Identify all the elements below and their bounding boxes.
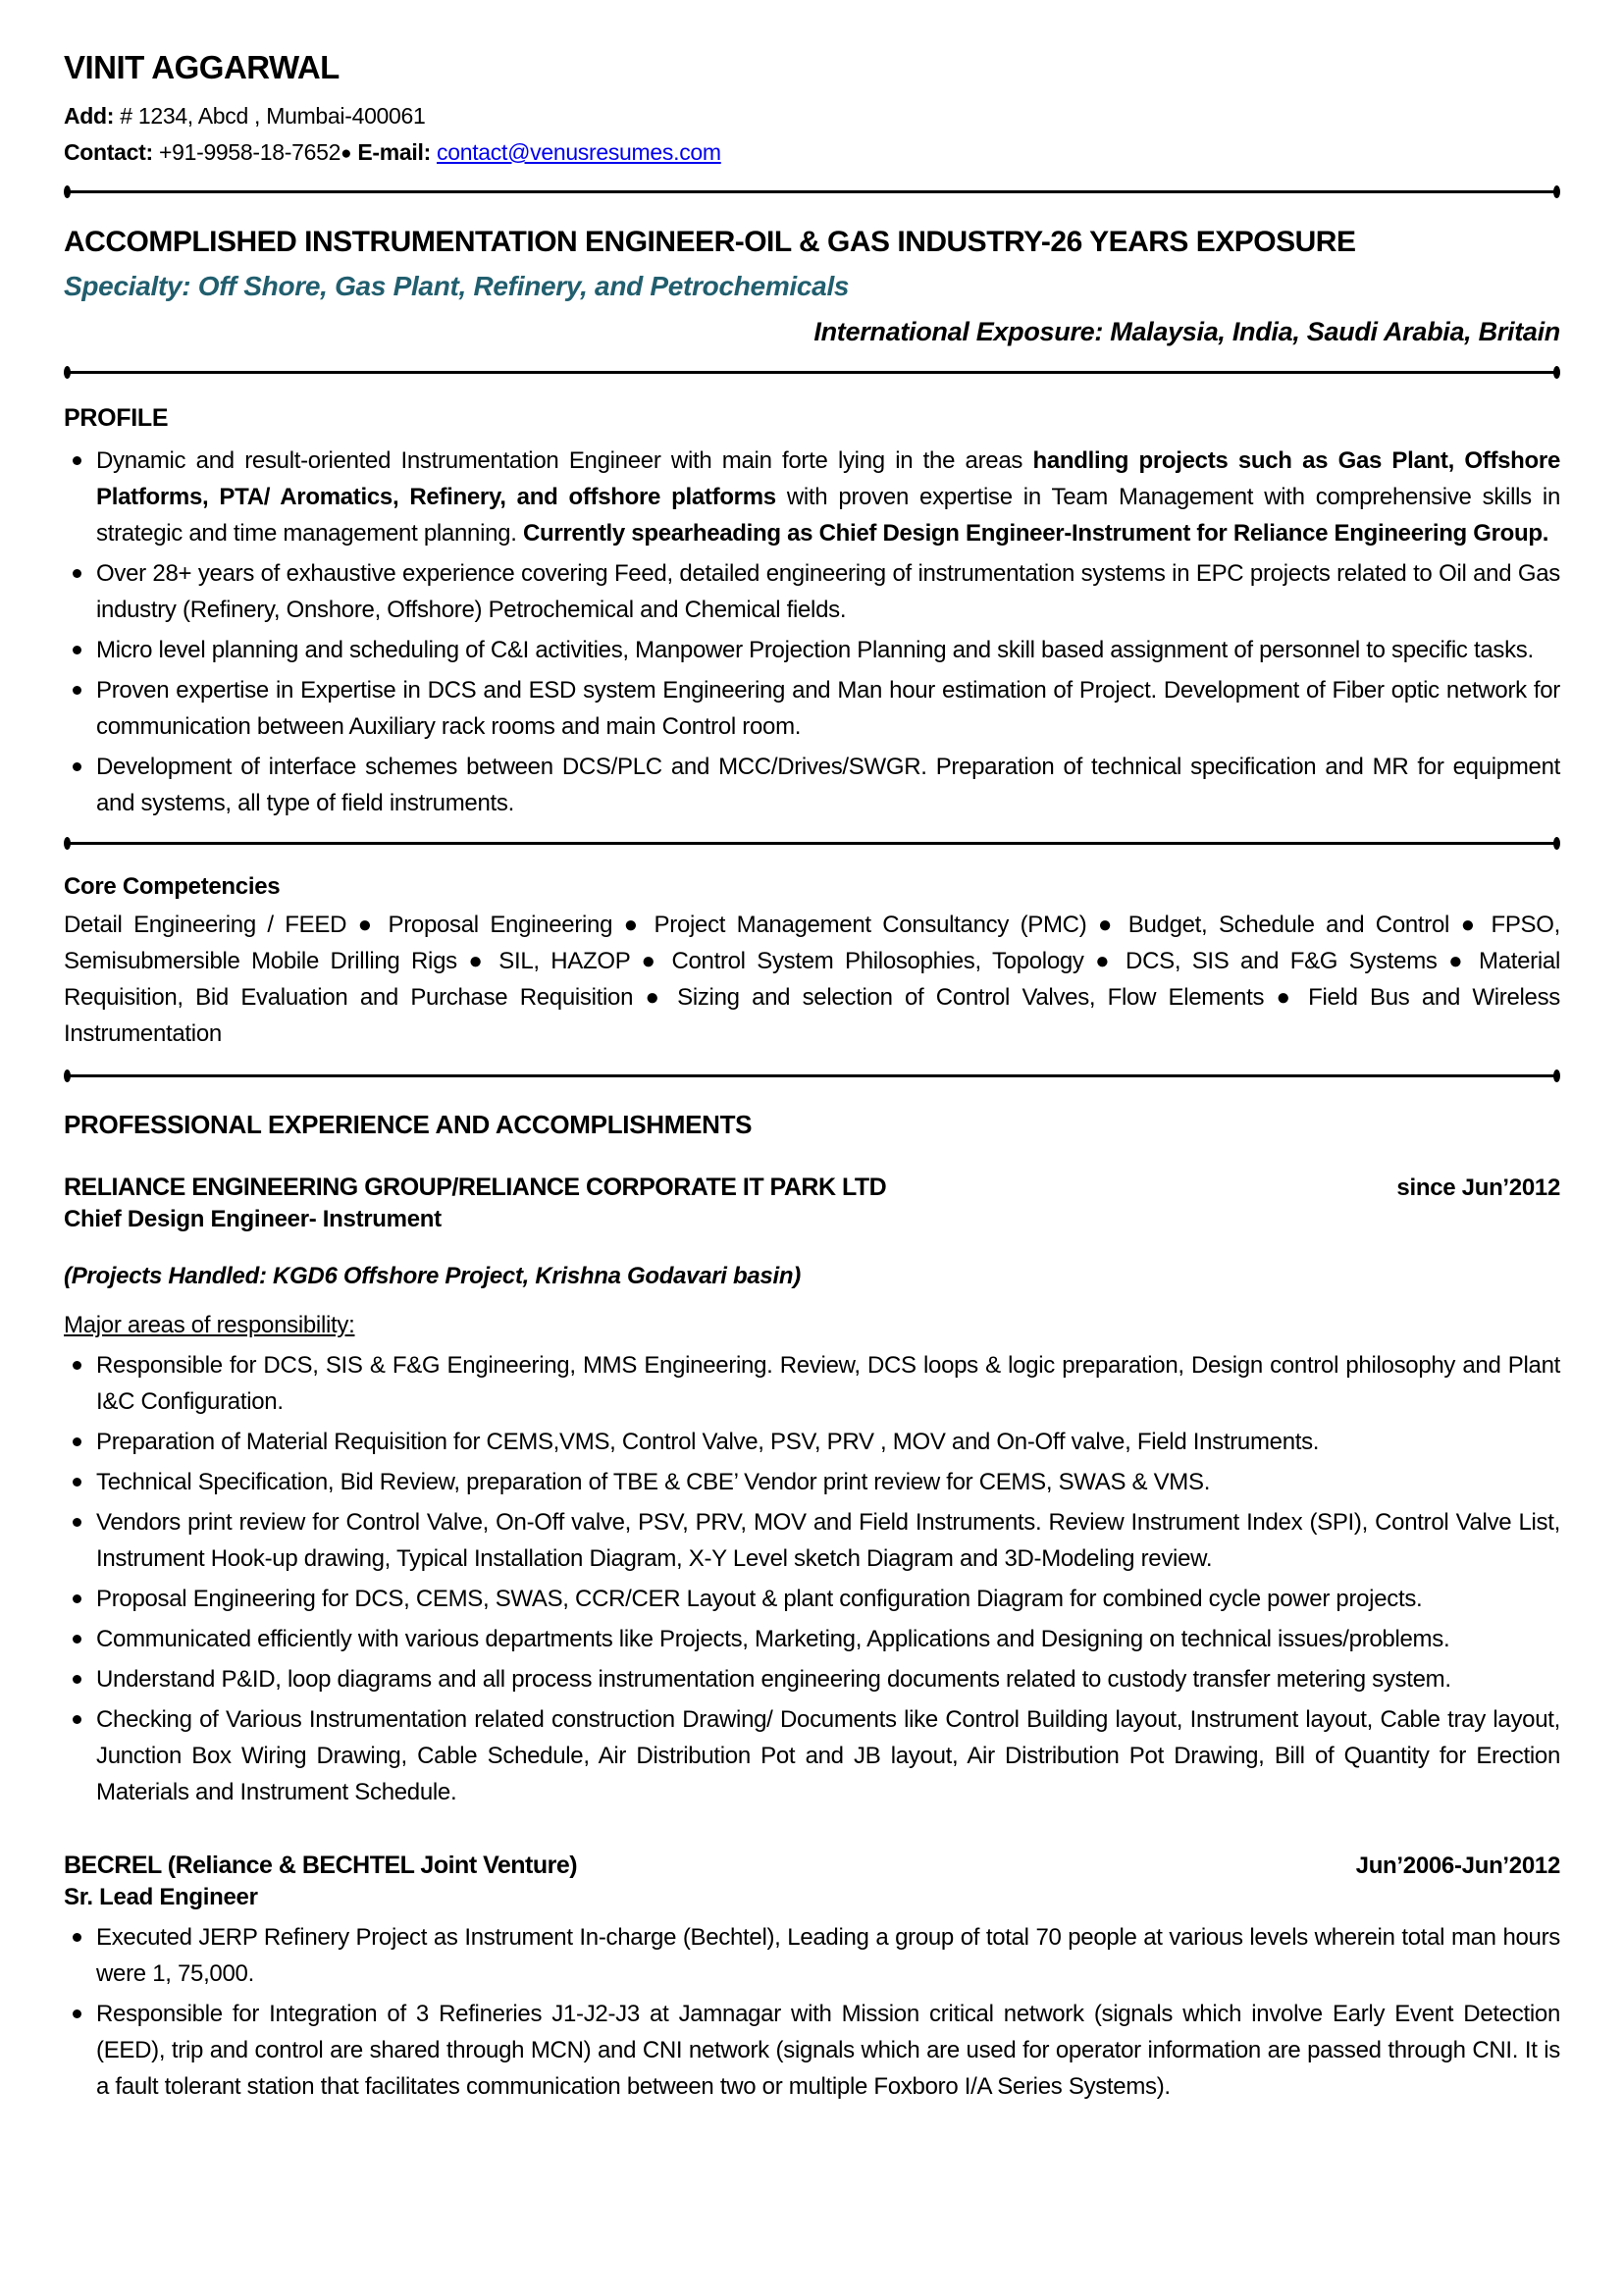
divider-line	[70, 842, 1554, 845]
divider-endcap	[1553, 185, 1560, 198]
profile-heading: PROFILE	[64, 404, 169, 432]
divider-rule	[64, 185, 1560, 198]
profile-section	[64, 404, 1560, 821]
experience-heading: PROFESSIONAL EXPERIENCE AND ACCOMPLISHMENTS	[64, 1110, 753, 1139]
divider-rule	[64, 837, 1560, 850]
responsibilities-label: Major areas of responsibility:	[64, 1312, 355, 1338]
divider-endcap	[1553, 366, 1560, 379]
resume-header	[64, 49, 1560, 172]
headline-title: ACCOMPLISHED INSTRUMENTATION ENGINEER-OIL & GAS INDUSTRY-26 YEARS EXPOSURE	[64, 226, 1356, 258]
responsibility-bullet: Technical Specification, Bid Review, preparation of TBE & CBE’ Vendor print review for CEMS, SWAS & VMS.	[64, 1464, 1560, 1500]
divider-rule	[64, 366, 1560, 379]
company-row	[64, 1174, 1560, 1202]
profile-bullet: Dynamic and result-oriented Instrumentation Engineer with main forte lying in the areas handling projects such as Gas Plant, Offshore Platforms, PTA/ Aromatics, Refinery, and offshore platforms with proven expertise in Team Management with comprehensive skills in strategic and time management planning. Currently spearheading as Chief Design Engineer-Instrument for Reliance Engineering Group.	[64, 443, 1560, 551]
job-becrel	[64, 1852, 1560, 2105]
company-row	[64, 1852, 1560, 1880]
divider-endcap	[1553, 837, 1560, 850]
responsibility-bullet: Vendors print review for Control Valve, On-Off valve, PSV, PRV, MOV and Field Instruments. Review Instrument Index (SPI), Control Valve List, Instrument Hook-up drawing, Typical Installation Diagram, X-Y Level sketch Diagram and 3D-Modeling review.	[64, 1504, 1560, 1577]
divider-endcap	[1553, 1070, 1560, 1082]
company-name: BECREL (Reliance & BECHTEL Joint Venture)	[64, 1852, 578, 1879]
international-exposure: International Exposure: Malaysia, India, Saudi Arabia, Britain	[813, 317, 1560, 346]
experience-section	[64, 1110, 1560, 2105]
responsibility-bullet: Understand P&ID, loop diagrams and all process instrumentation engineering documents related to custody transfer metering system.	[64, 1661, 1560, 1697]
contact-line	[64, 134, 1560, 172]
profile-bullet-list	[64, 443, 1560, 821]
email-label: E-mail:	[351, 139, 438, 165]
candidate-name: VINIT AGGARWAL	[64, 49, 340, 85]
responsibility-bullet: Responsible for Integration of 3 Refineries J1-J2-J3 at Jamnagar with Mission critical network (signals which involve Early Event Detection (EED), trip and control are shared through MCN) and CNI network (signals which are used for operator information are passed through CNI. It is a fault tolerant station that facilitates communication between two or multiple Foxboro I/A Series Systems).	[64, 1996, 1560, 2105]
responsibility-bullet: Preparation of Material Requisition for CEMS,VMS, Control Valve, PSV, PRV , MOV and On-Off valve, Field Instruments.	[64, 1424, 1560, 1460]
divider-rule	[64, 1070, 1560, 1082]
divider-line	[70, 190, 1554, 193]
core-competencies-heading: Core Competencies	[64, 873, 281, 900]
responsibility-bullet-list	[64, 1347, 1560, 1810]
profile-bullet: Development of interface schemes between DCS/PLC and MCC/Drives/SWGR. Preparation of technical specification and MR for equipment and systems, all type of field instruments.	[64, 749, 1560, 821]
responsibility-bullet: Checking of Various Instrumentation related construction Drawing/ Documents like Control Building layout, Instrument layout, Cable tray layout, Junction Box Wiring Drawing, Cable Schedule, Air Distribution Pot and JB layout, Air Distribution Pot Drawing, Bill of Quantity for Erection Materials and Instrument Schedule.	[64, 1701, 1560, 1810]
employment-period: Jun’2006-Jun’2012	[1355, 1852, 1560, 1879]
divider-line	[70, 371, 1554, 374]
specialty-line	[64, 264, 1560, 309]
responsibility-bullet: Communicated efficiently with various departments like Projects, Marketing, Applications and Designing on technical issues/problems.	[64, 1621, 1560, 1657]
bullet-separator-icon: ●	[341, 143, 352, 164]
responsibility-bullet: Responsible for DCS, SIS & F&G Engineering, MMS Engineering. Review, DCS loops & logic preparation, Design control philosophy and Plant I&C Configuration.	[64, 1347, 1560, 1420]
job-title: Chief Design Engineer- Instrument	[64, 1206, 442, 1232]
job-title: Sr. Lead Engineer	[64, 1884, 258, 1910]
core-competencies-text: Detail Engineering / FEED ● Proposal Engineering ● Project Management Consultancy (PMC) ● Budget, Schedule and Control ● FPSO, Semisubmersible Mobile Drilling Rigs ● SIL, HAZOP ● Control System Philosophies, Topology ● DCS, SIS and F&G Systems ● Material Requisition, Bid Evaluation and Purchase Requisition ● Sizing and selection of Control Valves, Flow Elements ● Field Bus and Wireless Instrumentation	[64, 912, 1560, 1047]
core-competencies-section	[64, 873, 1560, 1052]
company-name: RELIANCE ENGINEERING GROUP/RELIANCE CORPORATE IT PARK LTD	[64, 1174, 887, 1201]
contact-label: Contact:	[64, 139, 153, 165]
responsibility-bullet: Proposal Engineering for DCS, CEMS, SWAS, CCR/CER Layout & plant configuration Diagram for combined cycle power projects.	[64, 1581, 1560, 1617]
specialty-text: Off Shore, Gas Plant, Refinery, and Petrochemicals	[197, 271, 850, 301]
profile-bullet: Micro level planning and scheduling of C&I activities, Manpower Projection Planning and skill based assignment of personnel to specific tasks.	[64, 632, 1560, 668]
profile-bullet: Over 28+ years of exhaustive experience covering Feed, detailed engineering of instrumentation systems in EPC projects related to Oil and Gas industry (Refinery, Onshore, Offshore) Petrochemical and Chemical fields.	[64, 555, 1560, 628]
job-reliance	[64, 1174, 1560, 1810]
phone-value: +91-9958-18-7652	[152, 139, 341, 165]
projects-handled: (Projects Handled: KGD6 Offshore Project, Krishna Godavari basin)	[64, 1263, 801, 1289]
address-label: Add:	[64, 103, 115, 129]
specialty-label: Specialty:	[64, 271, 198, 301]
divider-line	[70, 1074, 1554, 1077]
responsibility-bullet: Executed JERP Refinery Project as Instrument In-charge (Bechtel), Leading a group of total 70 people at various levels wherein total man hours were 1, 75,000.	[64, 1919, 1560, 1992]
employment-period: since Jun’2012	[1396, 1174, 1560, 1201]
email-link[interactable]: contact@venusresumes.com	[437, 139, 721, 165]
responsibility-bullet-list	[64, 1919, 1560, 2105]
address-value: # 1234, Abcd , Mumbai-400061	[114, 103, 426, 129]
address-line	[64, 98, 1560, 134]
headline-section	[64, 220, 1560, 354]
profile-bullet: Proven expertise in Expertise in DCS and ESD system Engineering and Man hour estimation of Project. Development of Fiber optic network for communication between Auxiliary rack rooms and main Control room.	[64, 672, 1560, 745]
